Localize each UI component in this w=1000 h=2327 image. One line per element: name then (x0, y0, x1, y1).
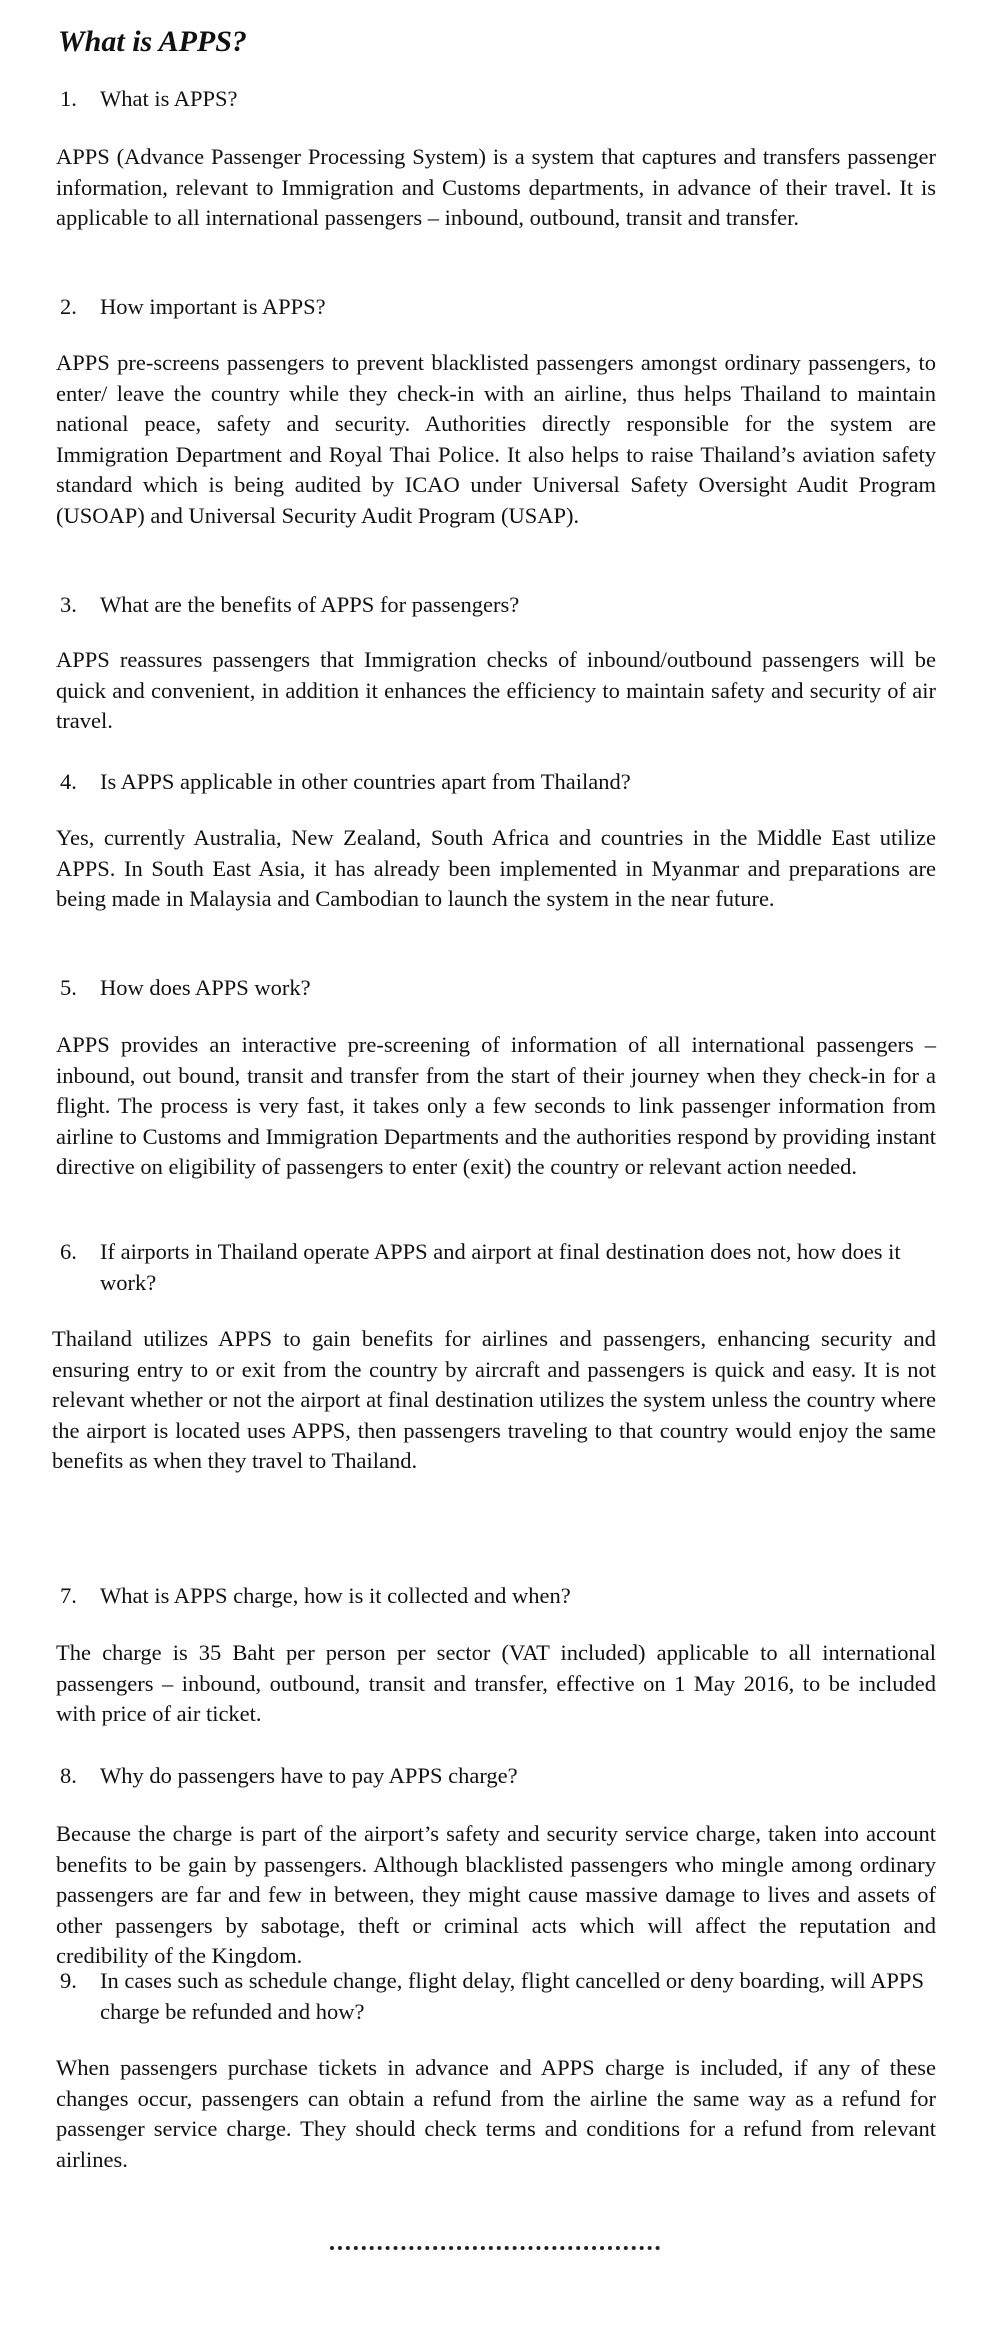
question-2 (56, 292, 936, 323)
question-3 (56, 590, 936, 621)
document-title: What is APPS? (58, 25, 247, 58)
question-number: 7. (60, 1583, 77, 1608)
answer-2: APPS pre-screens passengers to prevent blacklisted passengers amongst ordinary passengers, to enter/ leave the country while they check-in with an airline, thus helps Thailand to maintain national peace, safety and security. Authorities directly responsible for the system are Immigration Department and Royal Thai Police. It also helps to raise Thailand’s aviation safety standard which is being audited by ICAO under Universal Safety Oversight Audit Program (USOAP) and Universal Security Audit Program (USAP). (56, 350, 936, 528)
question-number: 9. (60, 1968, 77, 1993)
question-9 (56, 1966, 936, 2027)
question-text: In cases such as schedule change, flight delay, flight cancelled or deny boarding, will APPS charge be refunded and how? (100, 1968, 924, 2024)
question-8 (56, 1761, 936, 1792)
end-of-document-divider (330, 2240, 660, 2250)
question-number: 8. (60, 1763, 77, 1788)
answer-7: The charge is 35 Baht per person per sector (VAT included) applicable to all international passengers – inbound, outbound, transit and transfer, effective on 1 May 2016, to be included with price of air ticket. (56, 1640, 936, 1726)
answer-8: Because the charge is part of the airport’s safety and security service charge, taken into account benefits to be gain by passengers. Although blacklisted passengers who mingle among ordinary passengers are far and few in between, they might cause massive damage to lives and assets of other passengers by sabotage, theft or criminal acts which will affect the reputation and credibility of the Kingdom. (56, 1821, 936, 1968)
question-text: Why do passengers have to pay APPS charge? (100, 1763, 518, 1788)
answer-3: APPS reassures passengers that Immigration checks of inbound/outbound passengers will be quick and convenient, in addition it enhances the efficiency to maintain safety and security of air travel. (56, 647, 936, 733)
question-text: What are the benefits of APPS for passengers? (100, 592, 520, 617)
question-number: 1. (60, 86, 77, 111)
question-text: If airports in Thailand operate APPS and airport at final destination does not, how does it work? (100, 1239, 901, 1295)
question-number: 3. (60, 592, 77, 617)
question-4 (56, 767, 936, 798)
answer-6: Thailand utilizes APPS to gain benefits for airlines and passengers, enhancing security and ensuring entry to or exit from the country by aircraft and passengers is quick and easy. It is not relevant whether or not the airport at final destination utilizes the system unless the country where the airport is located uses APPS, then passengers traveling to that country would enjoy the same benefits as when they travel to Thailand. (52, 1326, 936, 1473)
answer-5: APPS provides an interactive pre-screening of information of all international passengers – inbound, out bound, transit and transfer from the start of their journey when they check-in for a flight. The process is very fast, it takes only a few seconds to link passenger information from airline to Customs and Immigration Departments and the authorities respond by providing instant directive on eligibility of passengers to enter (exit) the country or relevant action needed. (56, 1032, 936, 1179)
question-text: How important is APPS? (100, 294, 326, 319)
question-5 (56, 973, 936, 1004)
question-7 (56, 1581, 936, 1612)
question-text: What is APPS charge, how is it collected and when? (100, 1583, 571, 1608)
answer-4: Yes, currently Australia, New Zealand, South Africa and countries in the Middle East utilize APPS. In South East Asia, it has already been implemented in Myanmar and preparations are being made in Malaysia and Cambodian to launch the system in the near future. (56, 825, 936, 911)
answer-9: When passengers purchase tickets in advance and APPS charge is included, if any of these changes occur, passengers can obtain a refund from the airline the same way as a refund for passenger service charge. They should check terms and conditions for a refund from relevant airlines. (56, 2055, 936, 2172)
question-number: 2. (60, 294, 77, 319)
question-number: 6. (60, 1239, 77, 1264)
question-text: Is APPS applicable in other countries apart from Thailand? (100, 769, 631, 794)
question-number: 4. (60, 769, 77, 794)
question-text: How does APPS work? (100, 975, 311, 1000)
question-text: What is APPS? (100, 86, 238, 111)
question-1 (56, 84, 936, 115)
question-number: 5. (60, 975, 77, 1000)
question-6 (56, 1237, 936, 1298)
answer-1: APPS (Advance Passenger Processing System) is a system that captures and transfers passenger information, relevant to Immigration and Customs departments, in advance of their travel. It is applicable to all international passengers – inbound, outbound, transit and transfer. (56, 144, 936, 230)
